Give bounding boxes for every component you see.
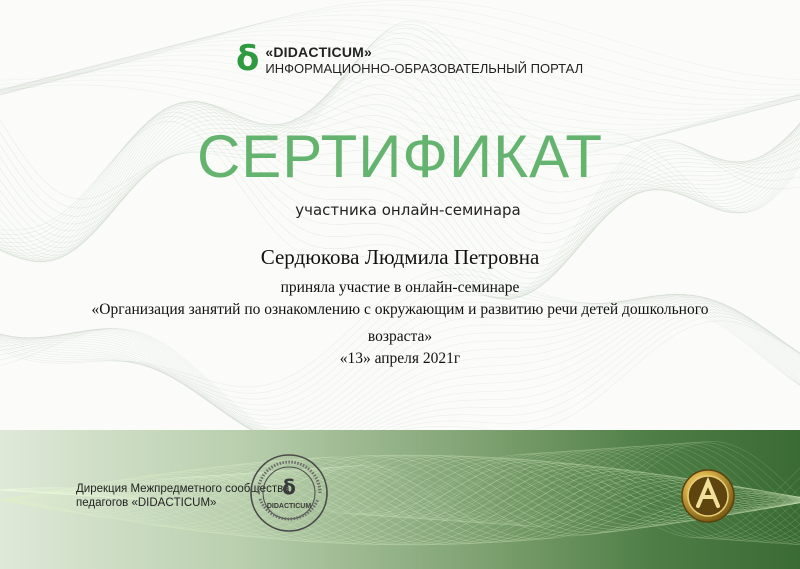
portal-logo [236, 39, 584, 79]
seminar-topic-line2: возраста» [367, 328, 433, 345]
logo-subtitle: ИНФОРМАЦИОННО-ОБРАЗОВАТЕЛЬНЫЙ ПОРТАЛ [265, 61, 584, 76]
certificate-subtitle: участника онлайн-семинара [295, 201, 521, 219]
certificate-title: СЕРТИФИКАТ [196, 123, 604, 190]
issuer-line2: педагогов «DIDACTICUM» [76, 497, 217, 509]
stamp-mark: δ [282, 475, 296, 499]
seminar-topic-line1: «Организация занятий по ознакомлению с окружающим и развитию речи детей дошкольного [91, 301, 709, 318]
issuer-line1: Дирекция Межпредметного сообщества [76, 483, 290, 495]
recipient-name: Сердюкова Людмила Петровна [260, 245, 540, 269]
medal-icon [680, 468, 736, 524]
stamp-brand: DIDACTICUM [266, 503, 312, 510]
stamp-seal [248, 452, 330, 534]
didacticum-logo-icon: δ [236, 39, 260, 79]
seminar-date: «13» апреля 2021г [339, 350, 461, 367]
logo-brand: «DIDACTICUM» [265, 44, 372, 60]
participation-text: приняла участие в онлайн-семинаре [280, 279, 520, 296]
